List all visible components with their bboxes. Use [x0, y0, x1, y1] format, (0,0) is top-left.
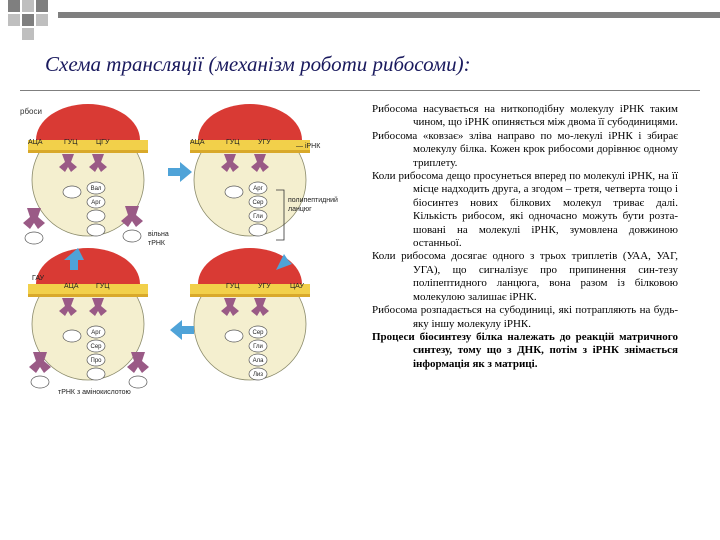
codon-label: ГУЦ [64, 139, 78, 146]
explanation-text [372, 103, 678, 371]
text-paragraph-2: Рибосома «ковзає» зліва направо по мо-лекулі іРНК і збирає молекулу білка. Кожен крок рибосоми дорівнює одному триплету. [372, 129, 678, 169]
amino-acid: Гли [253, 214, 263, 220]
label-irnk: — іРНК [296, 143, 321, 150]
codon-label: ГУЦ [226, 139, 240, 146]
text-paragraph-1: Рибосома насувається на ниткоподібну молекулу іРНК таким чином, що іРНК опиняється між двома її субодиницями. [372, 103, 678, 129]
amino-acid: Арг [91, 330, 101, 336]
codon-label: ЦГУ [96, 139, 110, 146]
trna-free [23, 208, 45, 244]
slide-title: Схема трансляції (механізм роботи рибосоми): [45, 52, 471, 76]
codon-label: АЦА [28, 139, 43, 146]
amino-acid: Вал [90, 186, 102, 192]
diagram-label-top: рбоси [20, 107, 42, 116]
codon-label: ЦАУ [290, 283, 304, 290]
codon-label: ГУЦ [96, 283, 110, 290]
codon-label: ГУЦ [226, 283, 240, 290]
arrow-right-icon [168, 162, 192, 182]
ribosome-3 [28, 248, 148, 380]
amino-acid: Сер [252, 330, 264, 336]
label-polypeptide: полипептидний ланцюг [288, 197, 338, 213]
title-divider [20, 90, 700, 91]
corner-decoration [0, 0, 60, 40]
amino-acid: Сер [252, 200, 264, 206]
codon-label: УГУ [258, 139, 271, 146]
ribosome-2 [190, 104, 310, 236]
text-paragraph-3: Коли рибосома дещо просунеться вперед по молекулі іРНК, на її місце надходить друга, а згодом – третя, четверта тощо і біосинтез нових білкових молекул триває далі. Кількість рибосом, які одночасно можуть бути розта-шовані на молекулі іРНК, зумовлена довжиною останньої. [372, 170, 678, 250]
top-decorative-bar [58, 12, 720, 18]
amino-acid: Про [90, 358, 102, 364]
amino-acid: Гли [253, 344, 263, 350]
codon-label: АЦА [64, 283, 79, 290]
label-free-trna: вільна тРНК [148, 231, 169, 247]
label-trna-amino: тРНК з амінокислотою [58, 389, 131, 396]
codon-label: ГАУ [32, 275, 45, 282]
ribosome-4 [190, 248, 310, 380]
translation-diagram [18, 98, 358, 400]
text-conclusion: Процеси біосинтезу білка належать до реакцій матричного синтезу, тому що з ДНК, потім з іРНК знімається інформація як з матриці. [372, 330, 678, 370]
codon-label: АЦА [190, 139, 205, 146]
amino-acid: Ала [252, 358, 264, 364]
codon-label: УГУ [258, 283, 271, 290]
arrow-left-icon [170, 320, 194, 340]
text-paragraph-4: Коли рибосома досягає одного з трьох триплетів (УАА, УАГ, УГА), що сигналізує про припинення син-тезу поліпептидного ланцюга, вона разом із білковою молекулою залишає іРНК. [372, 250, 678, 303]
text-paragraph-5: Рибосома розпадається на субодиниці, які потрапляють на будь-яку іншу молекулу іРНК. [372, 304, 678, 330]
amino-acid: Арг [91, 200, 101, 206]
amino-acid: Сер [90, 344, 102, 350]
amino-acid: Арг [253, 186, 263, 192]
amino-acid: Лиз [252, 372, 264, 378]
